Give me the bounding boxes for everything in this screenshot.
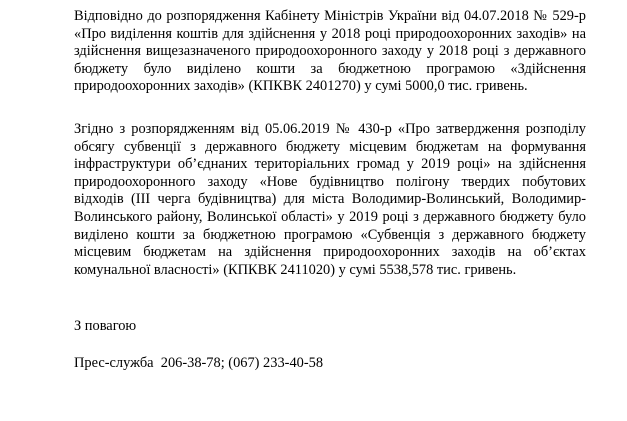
document-body bbox=[74, 8, 586, 373]
closing-phrase: З повагою bbox=[74, 318, 137, 335]
paragraph-subvention-2019: Згідно з розпорядженням від 05.06.2019 № 430-р «Про затвердження розподілу обсягу субвенції з державного бюджету місцевим бюджетам на формування інфраструктури об’єднаних територіальних громад у 2019 році» на здійснення природоохоронного заходу «Нове будівництво полігону твердих побутових відходів (ІІІ черга будівництва) для міста Володимир-Волинський, Володимир-Волинського району, Волинської області» у 2019 році з державного бюджету було виділено кошти за бюджетною програмою «Субвенція з державного бюджету місцевим бюджетам на здійснення природоохоронних заходів на об’єктах комунальної власності» (КПКВК 2411020) у сумі 5538,578 тис. гривень. bbox=[74, 120, 586, 278]
paragraph-budget-2018: Відповідно до розпорядження Кабінету Міністрів України від 04.07.2018 № 529-р «Про виділення коштів для здійснення у 2018 році природоохоронних заходів» на здійснення вищезазначеного природоохоронного заходу у 2018 році з державного бюджету було виділено кошти за бюджетною програмою «Здійснення природоохоронних заходів» (КПКВК 2401270) у сумі 5000,0 тис. гривень. bbox=[74, 8, 586, 95]
press-service-contacts: Прес-служба 206-38-78; (067) 233-40-58 bbox=[74, 354, 324, 371]
